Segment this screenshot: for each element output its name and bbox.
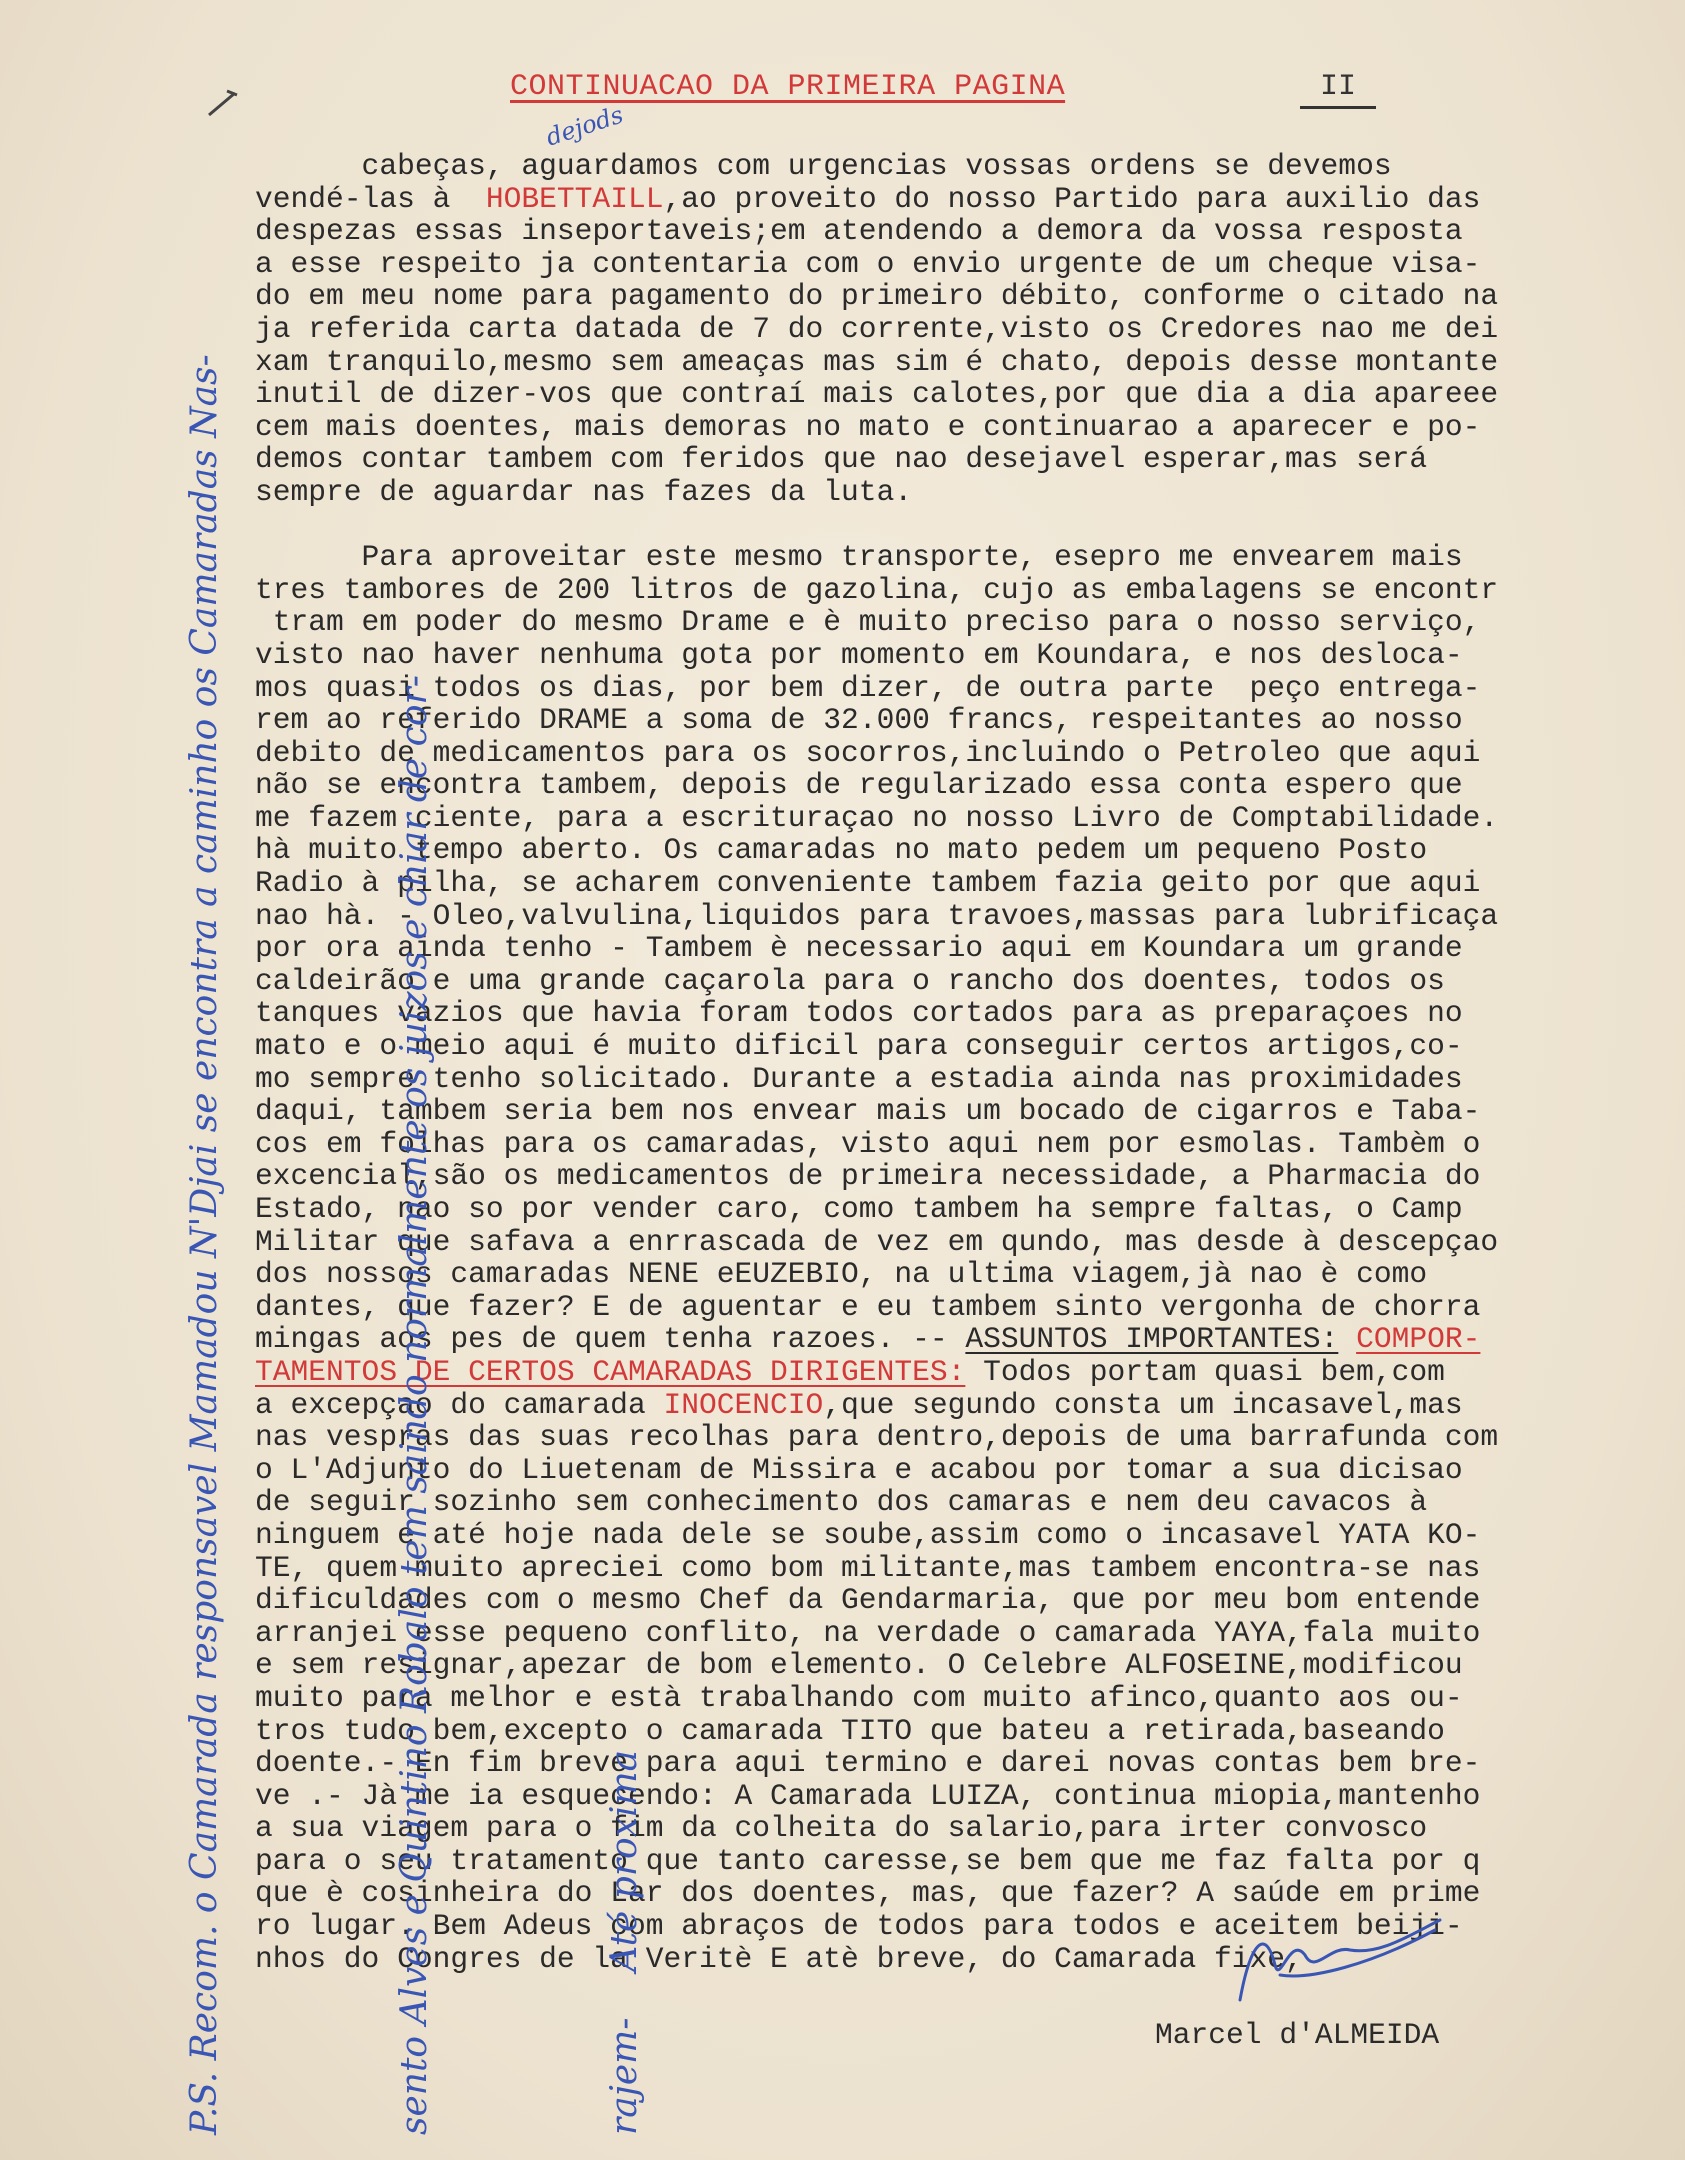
text-segment: ja referida carta datada de 7 do corrente,visto os Credores nao me dei: [255, 311, 1499, 346]
text-segment: mo sempre tenho solicitado. Durante a estadia ainda nas proximidades: [255, 1061, 1463, 1096]
text-segment: TE, quem muito apreciei como bom militante,mas tambem encontra-se nas: [255, 1550, 1481, 1585]
text-segment: tres tambores de 200 litros de gazolina, cujo as embalagens se encontr: [255, 572, 1499, 607]
text-segment: cos em folhas para os camaradas, visto aqui nem por esmolas. Tambèm o: [255, 1126, 1481, 1161]
text-segment: dos nossos camaradas NENE eEUZEBIO, na ultima viagem,jà nao è como: [255, 1257, 1428, 1292]
text-segment: do em meu nome para pagamento do primeiro débito, conforme o citado na: [255, 279, 1499, 314]
text-segment: e sem resignar,apezar de bom elemento. O Celebre ALFOSEINE,modificou: [255, 1648, 1463, 1683]
text-segment: Militar que safava a enrrascada de vez em qundo, mas desde à descepçao: [255, 1224, 1499, 1259]
text-segment: dantes, que fazer? E de aguentar e eu tambem sinto vergonha de chorra: [255, 1289, 1481, 1324]
text-segment: visto nao haver nenhuma gota por momento em Koundara, e nos desloca-: [255, 637, 1463, 672]
highlighted-text: TAMENTOS DE CERTOS CAMARADAS DIRIGENTES:: [255, 1354, 966, 1389]
text-segment: a esse respeito ja contentaria com o envio urgente de um cheque visa-: [255, 246, 1481, 281]
text-segment: vendé-las à: [255, 181, 486, 216]
text-segment: cem mais doentes, mais demoras no mato e continuarao a aparecer e po-: [255, 409, 1481, 444]
text-segment: de seguir sozinho sem conhecimento dos camaras e nem deu cavacos à: [255, 1485, 1428, 1520]
text-segment: mato e o meio aqui é muito dificil para conseguir certos artigos,co-: [255, 1029, 1463, 1064]
text-segment: caldeirão e uma grande caçarola para o rancho dos doentes, todos os: [255, 963, 1445, 998]
text-segment: inutil de dizer-vos que contraí mais calotes,por que dia a dia apareee: [255, 377, 1499, 412]
margin-note: [30, 55, 800, 2135]
ink-mark: [205, 85, 245, 125]
text-segment: nas vespras das suas recolhas para dentro,depois de uma barrafunda com: [255, 1420, 1499, 1455]
margin-note-line: P.S. Recom. o Camarada responsavel Mamadou N'Djai se encontra a caminho os Camaradas Nas-: [184, 354, 225, 2135]
text-segment: ro lugar. Bem Adeus com abraços de todos para todos e aceitem beiji-: [255, 1909, 1463, 1944]
highlighted-text: ASSUNTOS IMPORTANTES:: [965, 1322, 1339, 1357]
text-segment: mos quasi todos os dias, por bem dizer, de outra parte peço entrega-: [255, 670, 1481, 705]
page-title: CONTINUACAO DA PRIMEIRA PAGINA: [510, 70, 1066, 104]
text-segment: sempre de aguardar nas fazes da luta.: [255, 474, 913, 509]
text-segment: debito de medicamentos para os socorros,incluindo o Petroleo que aqui: [255, 735, 1481, 770]
signature-name: Marcel d'ALMEIDA: [1155, 2018, 1440, 2052]
text-segment: muito para melhor e està trabalhando com muito afinco,quanto aos ou-: [255, 1680, 1463, 1715]
text-segment: me fazem ciente, para a escrituraçao no nosso Livro de Comptabilidade.: [255, 800, 1499, 835]
text-segment: mingas aos pes de quem tenha razoes. --: [255, 1322, 966, 1357]
text-segment: não se encontra tambem, depois de regularizado essa conta espero que: [255, 768, 1463, 803]
handwritten-insert: dejods: [542, 100, 627, 152]
text-segment: rem ao referido DRAME a soma de 32.000 francs, respeitantes ao nosso: [255, 703, 1463, 738]
text-segment: Radio à pilha, se acharem conveniente tambem fazia geito por que aqui: [255, 866, 1481, 901]
text-segment: o L'Adjunto do Liuetenam de Missira e acabou por tomar a sua dicisao: [255, 1452, 1463, 1487]
text-segment: tram em poder do mesmo Drame e è muito preciso para o nosso serviço,: [255, 605, 1481, 640]
text-segment: [1338, 1322, 1356, 1356]
text-segment: Estado, nao so por vender caro, como tambem ha sempre faltas, o Camp: [255, 1192, 1463, 1226]
text-segment: ve .- Jà me ia esquecendo: A Camarada LUIZA, continua miopia,mantenho: [255, 1778, 1481, 1813]
text-segment: nao hà. - Oleo,valvulina,liquidos para travoes,massas para lubrificaça: [255, 898, 1499, 933]
text-segment: tanques vazios que havia foram todos cortados para as preparaçoes no: [255, 996, 1463, 1031]
text-segment: dificuldades com o mesmo Chef da Gendarmaria, que por meu bom entende: [255, 1583, 1481, 1618]
text-segment: cabeças, aguardamos com urgencias vossas ordens se devemos: [255, 149, 1392, 183]
highlighted-text: HOBETTAILL: [485, 181, 664, 216]
text-segment: ,ao proveito do nosso Partido para auxilio das: [663, 181, 1481, 216]
text-segment: daqui, tambem seria bem nos envear mais um bocado de cigarros e Taba-: [255, 1094, 1481, 1129]
text-segment: doente.- En fim breve para aqui termino e darei novas contas bem bre-: [255, 1746, 1481, 1781]
text-segment: que è cosinheira do Lar dos doentes, mas, que fazer? A saúde em prime: [255, 1876, 1481, 1911]
page-number: II: [1300, 70, 1376, 109]
text-segment: hà muito tempo aberto. Os camaradas no mato pedem um pequeno Posto: [255, 833, 1428, 868]
text-segment: por ora ainda tenho - Tambem è necessario aqui em Koundara um grande: [255, 931, 1463, 966]
signature-scribble: [1220, 1905, 1450, 2015]
text-segment: a sua viagem para o fim da colheita do salario,para irter convosco: [255, 1811, 1428, 1846]
text-segment: xam tranquilo,mesmo sem ameaças mas sim é chato, depois desse montante: [255, 344, 1499, 379]
highlighted-text: INOCENCIO: [663, 1387, 824, 1422]
margin-note-line: sento Alves e Quintino Robalo tem saindo normalmente os juizos e chiar de cor-: [394, 675, 435, 2135]
text-segment: nhos do Congres de la Veritè E atè breve, do Camarada fixe,: [255, 1941, 1303, 1976]
margin-note-line: rajem- Até proxima: [604, 1749, 645, 2135]
text-segment: para o seu tratamento que tanto caresse,se bem que me faz falta por q: [255, 1843, 1481, 1878]
text-segment: ninguem e até hoje nada dele se soube,assim como o incasavel YATA KO-: [255, 1517, 1481, 1552]
text-segment: arranjei esse pequeno conflito, na verdade o camarada YAYA,fala muito: [255, 1615, 1481, 1650]
highlighted-text: COMPOR-: [1356, 1322, 1481, 1357]
text-segment: excencial,são os medicamentos de primeira necessidade, a Pharmacia do: [255, 1159, 1481, 1194]
text-segment: demos contar tambem com feridos que nao desejavel esperar,mas será: [255, 442, 1428, 477]
text-segment: tros tudo bem,excepto o camarada TITO que bateu a retirada,baseando: [255, 1713, 1445, 1748]
text-segment: Todos portam quasi bem,com: [965, 1354, 1445, 1389]
text-segment: ,que segundo consta um incasavel,mas: [823, 1387, 1463, 1422]
text-segment: Para aproveitar este mesmo transporte, esepro me envearem mais: [255, 540, 1463, 575]
text-segment: despezas essas inseportaveis;em atendendo a demora da vossa resposta: [255, 214, 1463, 249]
text-segment: a excepçao do camarada: [255, 1387, 664, 1422]
